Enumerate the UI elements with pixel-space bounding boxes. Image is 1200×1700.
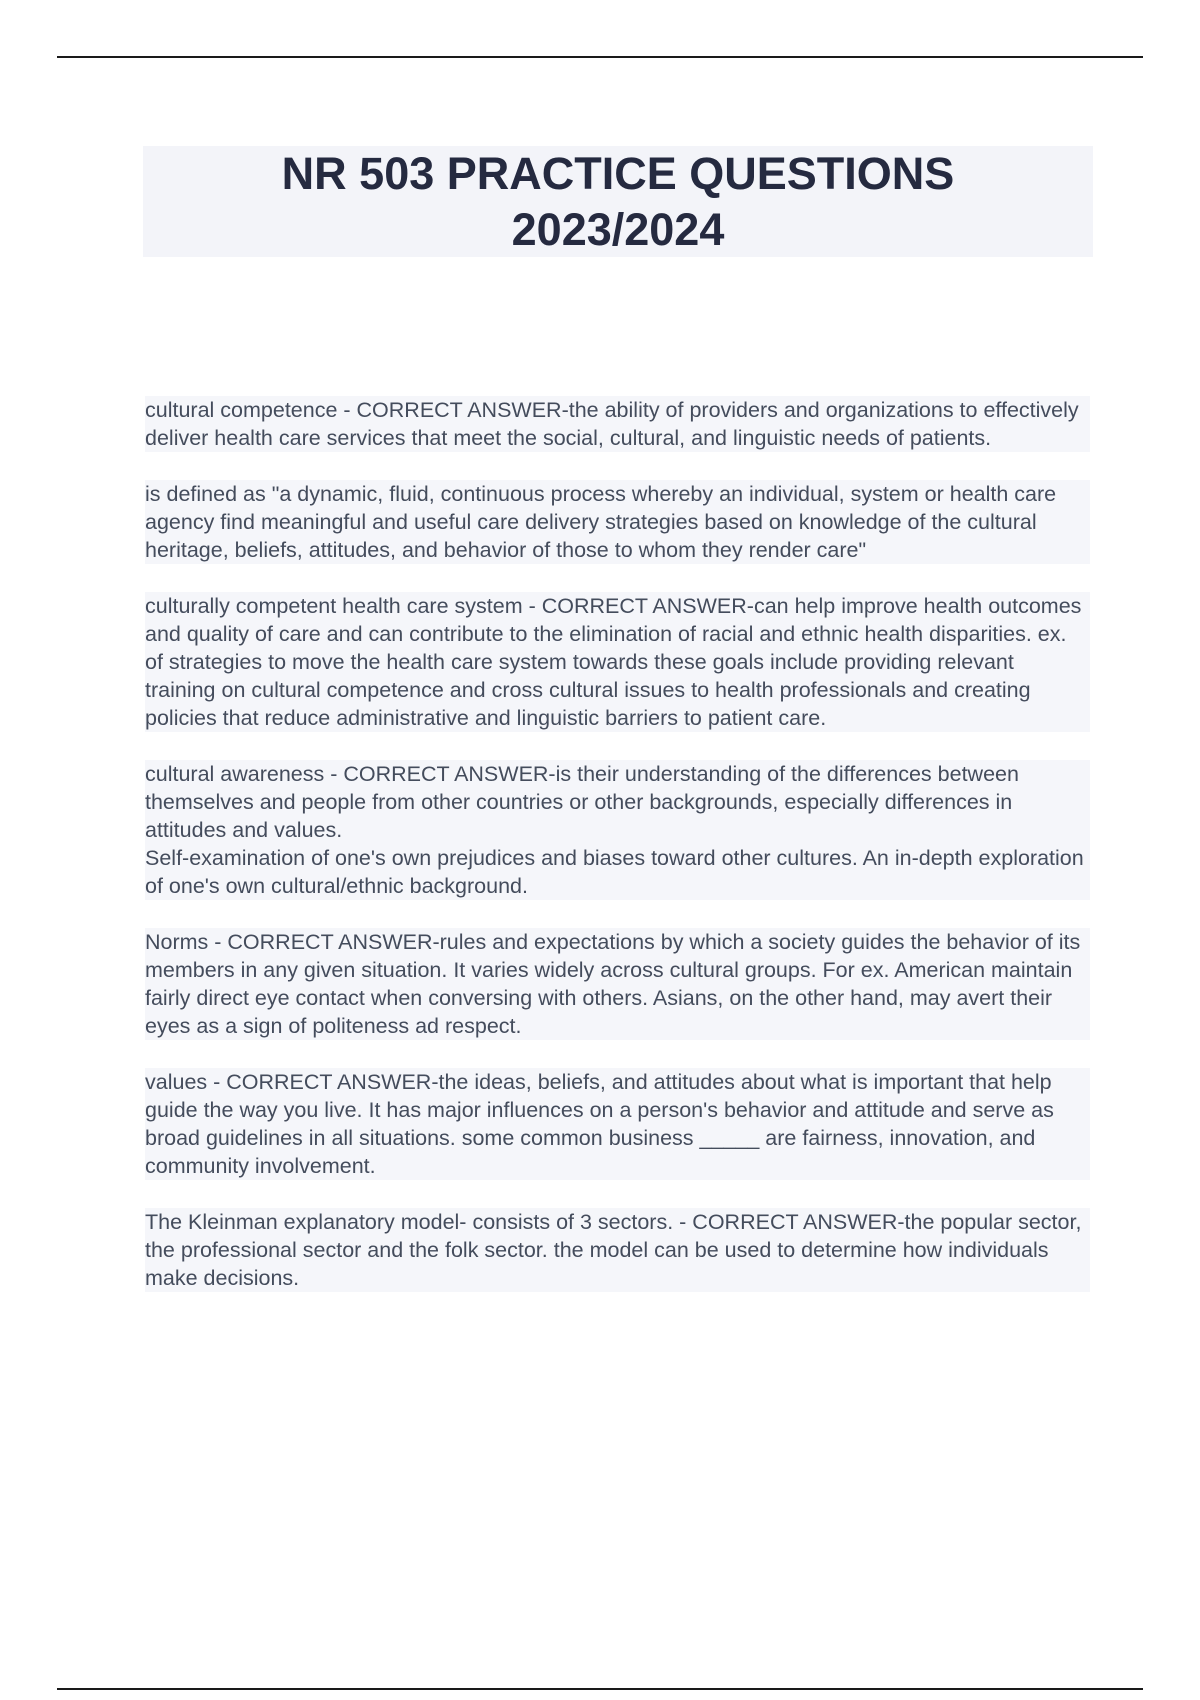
bottom-rule	[57, 1688, 1143, 1690]
entry-cultural-awareness	[145, 760, 1090, 900]
entry-culturally-competent-system	[145, 592, 1090, 732]
entry-cultural-competence	[145, 396, 1090, 452]
entry-paragraph: The Kleinman explanatory model- consists of 3 sectors. - CORRECT ANSWER-the popular sector, the professional sector and the folk sector. the model can be used to determine how individuals make decisions.	[145, 1208, 1090, 1292]
top-rule	[57, 56, 1143, 58]
entry-paragraph: Norms - CORRECT ANSWER-rules and expectations by which a society guides the behavior of its members in any given situation. It varies widely across cultural groups. For ex. American maintain fairly direct eye contact when conversing with others. Asians, on the other hand, may avert their eyes as a sign of politeness ad respect.	[145, 928, 1090, 1040]
document-body	[145, 396, 1090, 1320]
entry-values	[145, 1068, 1090, 1180]
entry-definition	[145, 480, 1090, 564]
entry-paragraph: values - CORRECT ANSWER-the ideas, beliefs, and attitudes about what is important that help guide the way you live. It has major influences on a person's behavior and attitude and serve as broad guidelines in all situations. some common business _____ are fairness, innovation, and community involvement.	[145, 1068, 1090, 1180]
title-line-2: 2023/2024	[511, 203, 725, 255]
entry-paragraph: cultural awareness - CORRECT ANSWER-is their understanding of the differences between themselves and people from other countries or other backgrounds, especially differences in attitudes and values.	[145, 760, 1090, 844]
entry-paragraph: cultural competence - CORRECT ANSWER-the ability of providers and organizations to effectively deliver health care services that meet the social, cultural, and linguistic needs of patients.	[145, 396, 1090, 452]
title-line-1: NR 503 PRACTICE QUESTIONS	[281, 147, 955, 199]
entry-norms	[145, 928, 1090, 1040]
entry-paragraph: Self-examination of one's own prejudices and biases toward other cultures. An in-depth exploration of one's own cultural/ethnic background.	[145, 844, 1090, 900]
entry-paragraph: culturally competent health care system - CORRECT ANSWER-can help improve health outcomes and quality of care and can contribute to the elimination of racial and ethnic health disparities. ex. of strategies to move the health care system towards these goals include providing relevant training on cultural competence and cross cultural issues to health professionals and creating policies that reduce administrative and linguistic barriers to patient care.	[145, 592, 1090, 732]
entry-kleinman-model	[145, 1208, 1090, 1292]
entry-paragraph: is defined as "a dynamic, fluid, continuous process whereby an individual, system or health care agency find meaningful and useful care delivery strategies based on knowledge of the cultural heritage, beliefs, attitudes, and behavior of those to whom they render care"	[145, 480, 1090, 564]
document-title	[143, 146, 1093, 257]
